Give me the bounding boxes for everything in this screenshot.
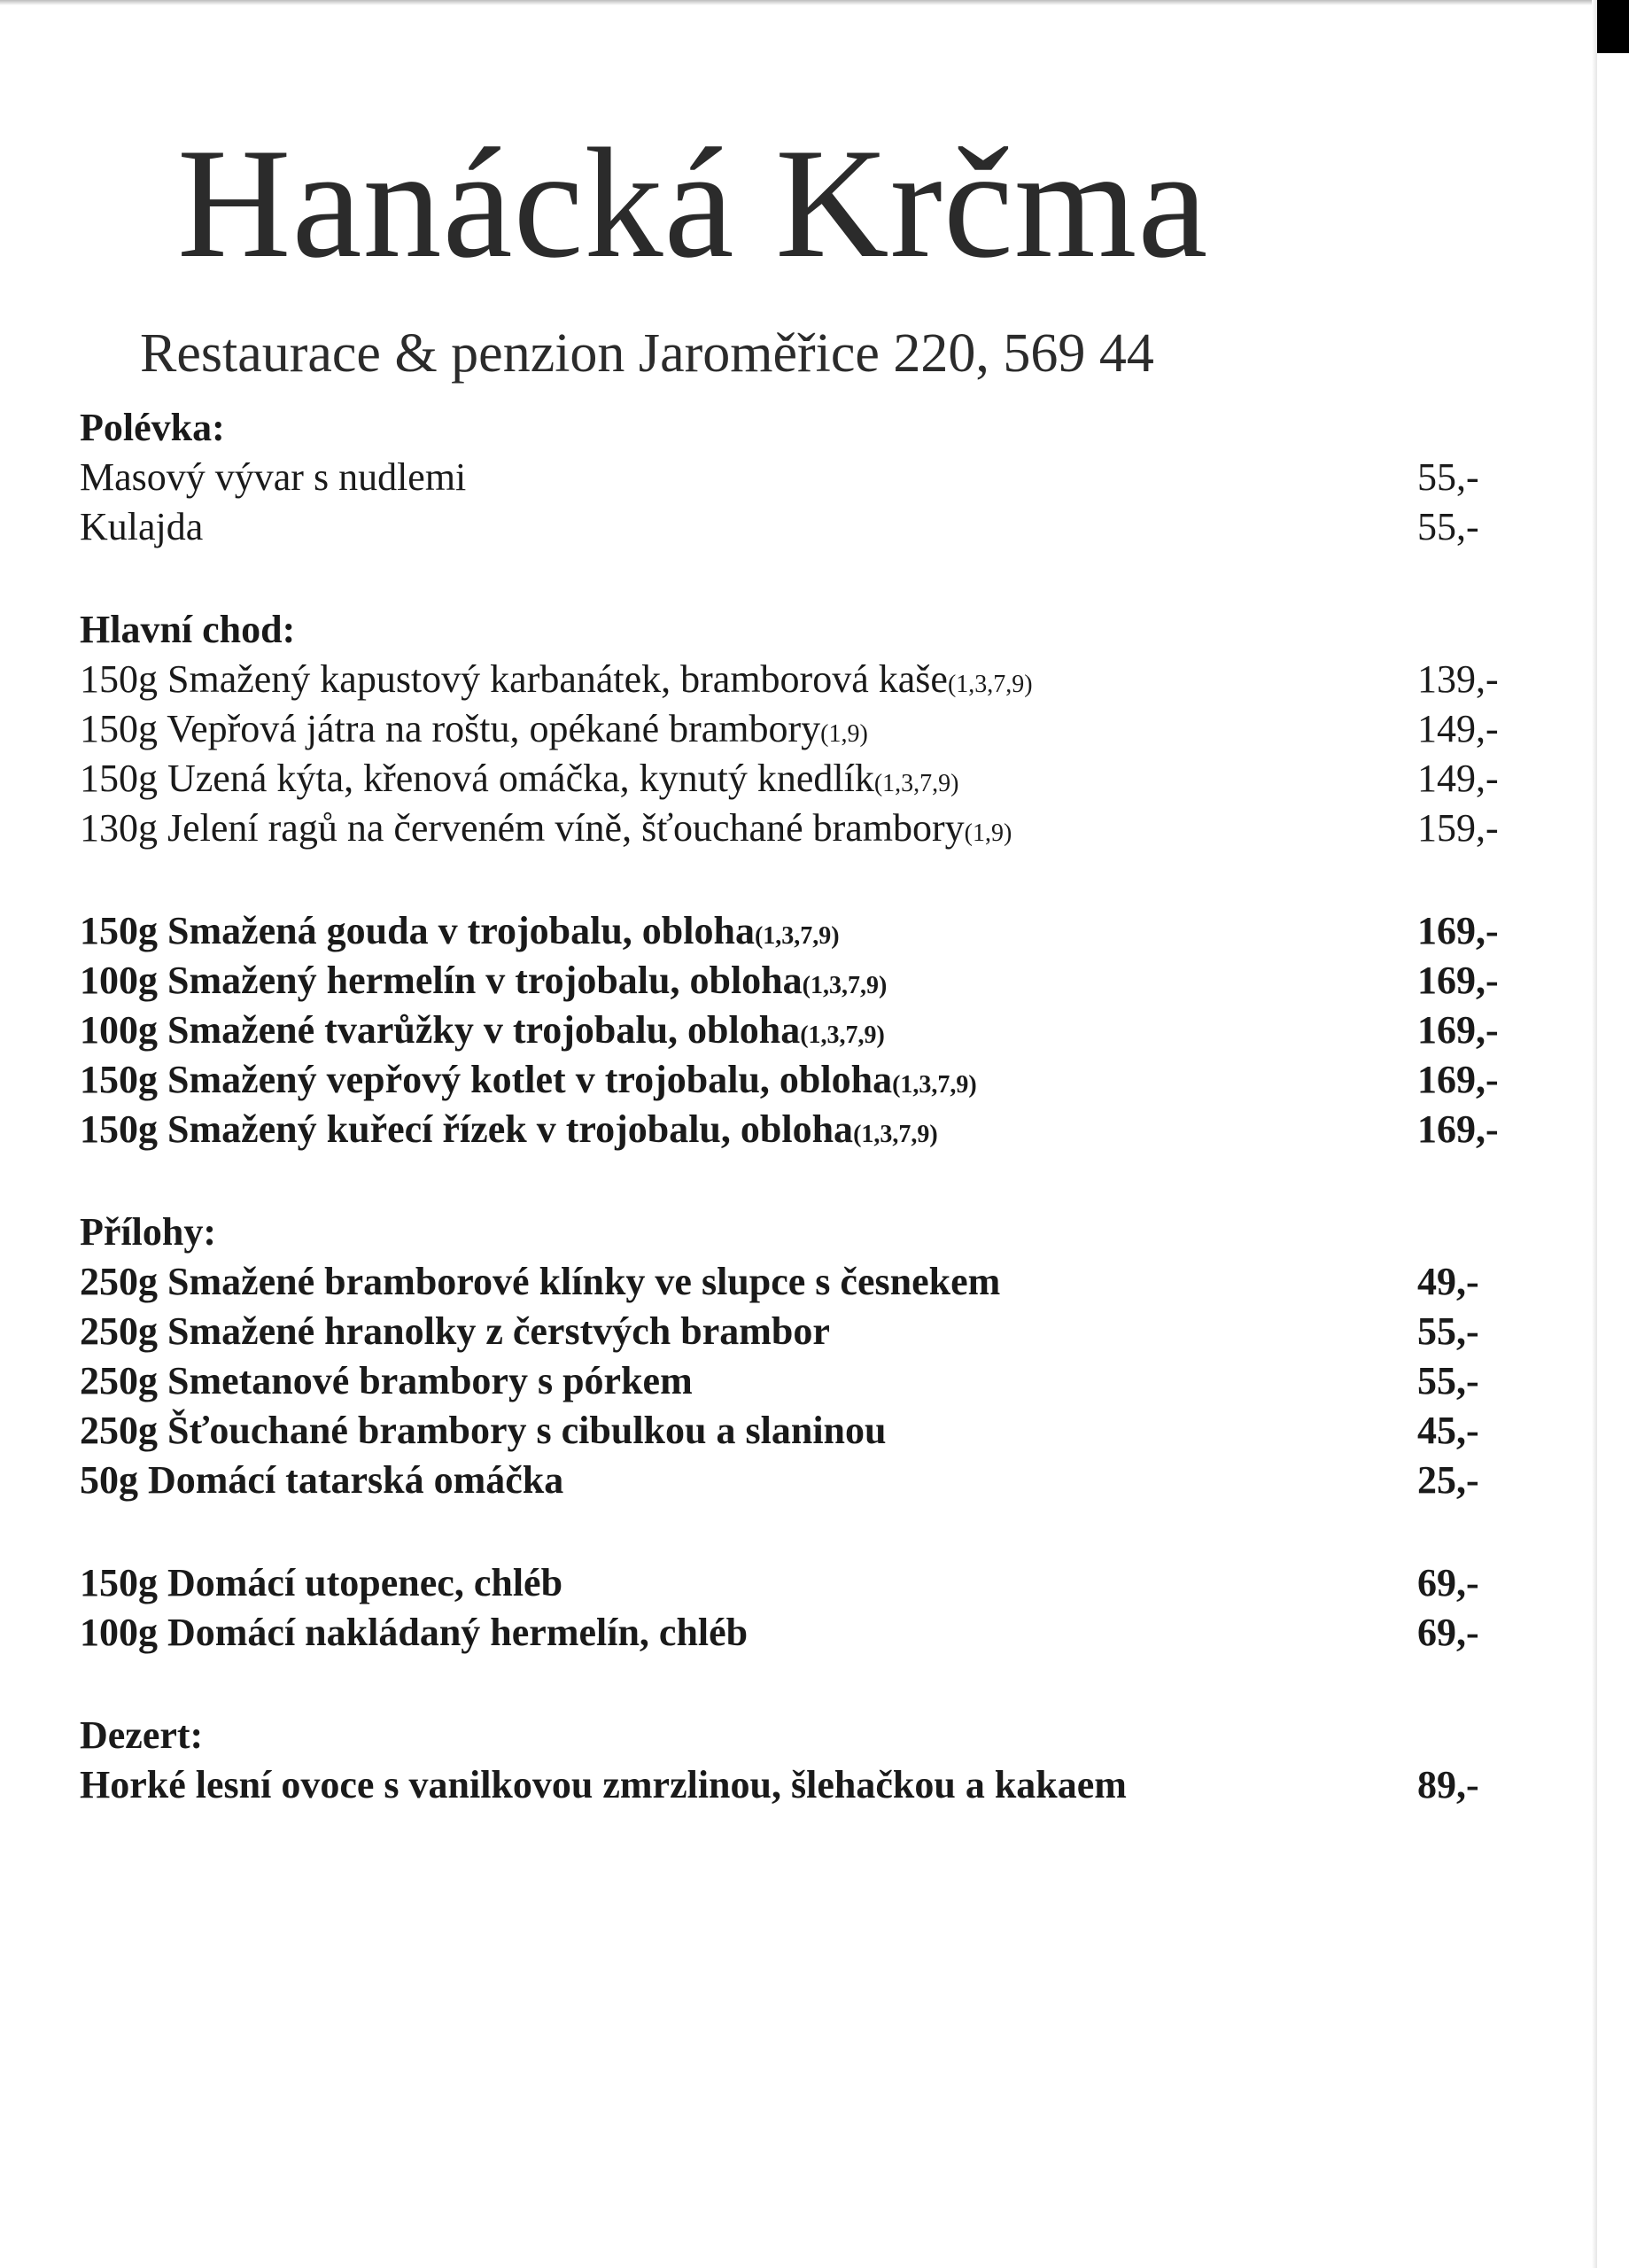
section-heading: Přílohy: <box>80 1210 216 1254</box>
scan-right-shadow <box>1592 0 1597 2268</box>
item-price: 149,- <box>1417 757 1499 800</box>
item-name: 100g Smažené tvarůžky v trojobalu, obloha(1,3,7,9) <box>80 1008 885 1052</box>
section-main-course <box>80 605 1515 853</box>
section-fried-dishes <box>80 906 1515 1154</box>
item-name: 150g Domácí utopenec, chléb <box>80 1561 563 1604</box>
section-heading: Polévka: <box>80 406 225 449</box>
item-name: 250g Smetanové brambory s pórkem <box>80 1359 693 1402</box>
item-name: 150g Smažený vepřový kotlet v trojobalu, obloha(1,3,7,9) <box>80 1058 977 1101</box>
item-name: 250g Šťouchané brambory s cibulkou a slaninou <box>80 1409 887 1452</box>
item-name: 150g Smažená gouda v trojobalu, obloha(1,3,7,9) <box>80 909 840 952</box>
item-name: 130g Jelení ragů na červeném víně, šťouchané brambory(1,9) <box>80 806 1012 850</box>
menu-item <box>80 1456 1515 1505</box>
menu-item <box>80 1055 1515 1105</box>
menu-item <box>80 502 1515 552</box>
menu-item <box>80 1558 1515 1608</box>
menu-item <box>80 453 1515 502</box>
menu-item <box>80 956 1515 1006</box>
item-price: 169,- <box>1417 909 1499 952</box>
menu-item <box>80 1307 1515 1356</box>
item-price: 89,- <box>1417 1763 1479 1806</box>
item-name: 150g Smažený kuřecí řízek v trojobalu, obloha(1,3,7,9) <box>80 1107 938 1151</box>
page-subtitle: Restaurace & penzion Jaroměřice 220, 569 44 <box>140 323 1154 384</box>
menu-item <box>80 906 1515 956</box>
item-name: 150g Uzená kýta, křenová omáčka, kynutý knedlík(1,3,7,9) <box>80 757 959 800</box>
page-title: Hanácká Krčma <box>177 115 1209 291</box>
item-price: 169,- <box>1417 1058 1499 1101</box>
menu-item <box>80 1105 1515 1154</box>
section-heading: Dezert: <box>80 1713 204 1757</box>
item-price: 55,- <box>1417 1309 1479 1353</box>
menu-item <box>80 1608 1515 1658</box>
item-name: 250g Smažené hranolky z čerstvých brambor <box>80 1309 830 1353</box>
item-name: 100g Smažený hermelín v trojobalu, obloha(1,3,7,9) <box>80 959 888 1002</box>
menu-item <box>80 1006 1515 1055</box>
item-price: 55,- <box>1417 1359 1479 1402</box>
menu-item <box>80 1257 1515 1307</box>
item-name: 50g Domácí tatarská omáčka <box>80 1458 564 1502</box>
item-name: 100g Domácí nakládaný hermelín, chléb <box>80 1611 749 1654</box>
section-soup <box>80 403 1515 552</box>
menu-item <box>80 1760 1515 1810</box>
item-price: 169,- <box>1417 1008 1499 1052</box>
item-name: 250g Smažené bramborové klínky ve slupce s česnekem <box>80 1260 1001 1303</box>
section-heading: Hlavní chod: <box>80 608 296 651</box>
section-dessert <box>80 1711 1515 1810</box>
section-sides <box>80 1208 1515 1505</box>
section-cold-dishes <box>80 1558 1515 1658</box>
item-price: 169,- <box>1417 959 1499 1002</box>
menu-item <box>80 704 1515 754</box>
scan-top-edge <box>0 0 1594 5</box>
menu-item <box>80 1356 1515 1406</box>
item-name: Kulajda <box>80 505 204 548</box>
item-name: 150g Smažený kapustový karbanátek, bramborová kaše(1,3,7,9) <box>80 657 1033 701</box>
item-price: 69,- <box>1417 1611 1479 1654</box>
menu-list <box>80 403 1515 1810</box>
item-name: Horké lesní ovoce s vanilkovou zmrzlinou, šlehačkou a kakaem <box>80 1763 1127 1806</box>
menu-item <box>80 1406 1515 1456</box>
menu-item <box>80 804 1515 853</box>
item-price: 69,- <box>1417 1561 1479 1604</box>
item-price: 159,- <box>1417 806 1499 850</box>
menu-item <box>80 655 1515 704</box>
item-price: 25,- <box>1417 1458 1479 1502</box>
item-name: 150g Vepřová játra na roštu, opékané brambory(1,9) <box>80 707 868 750</box>
item-price: 169,- <box>1417 1107 1499 1151</box>
menu-item <box>80 754 1515 804</box>
item-name: Masový vývar s nudlemi <box>80 455 467 499</box>
item-price: 45,- <box>1417 1409 1479 1452</box>
item-price: 55,- <box>1417 505 1479 548</box>
item-price: 49,- <box>1417 1260 1479 1303</box>
item-price: 139,- <box>1417 657 1499 701</box>
scan-right-edge <box>1597 0 1629 53</box>
item-price: 149,- <box>1417 707 1499 750</box>
item-price: 55,- <box>1417 455 1479 499</box>
